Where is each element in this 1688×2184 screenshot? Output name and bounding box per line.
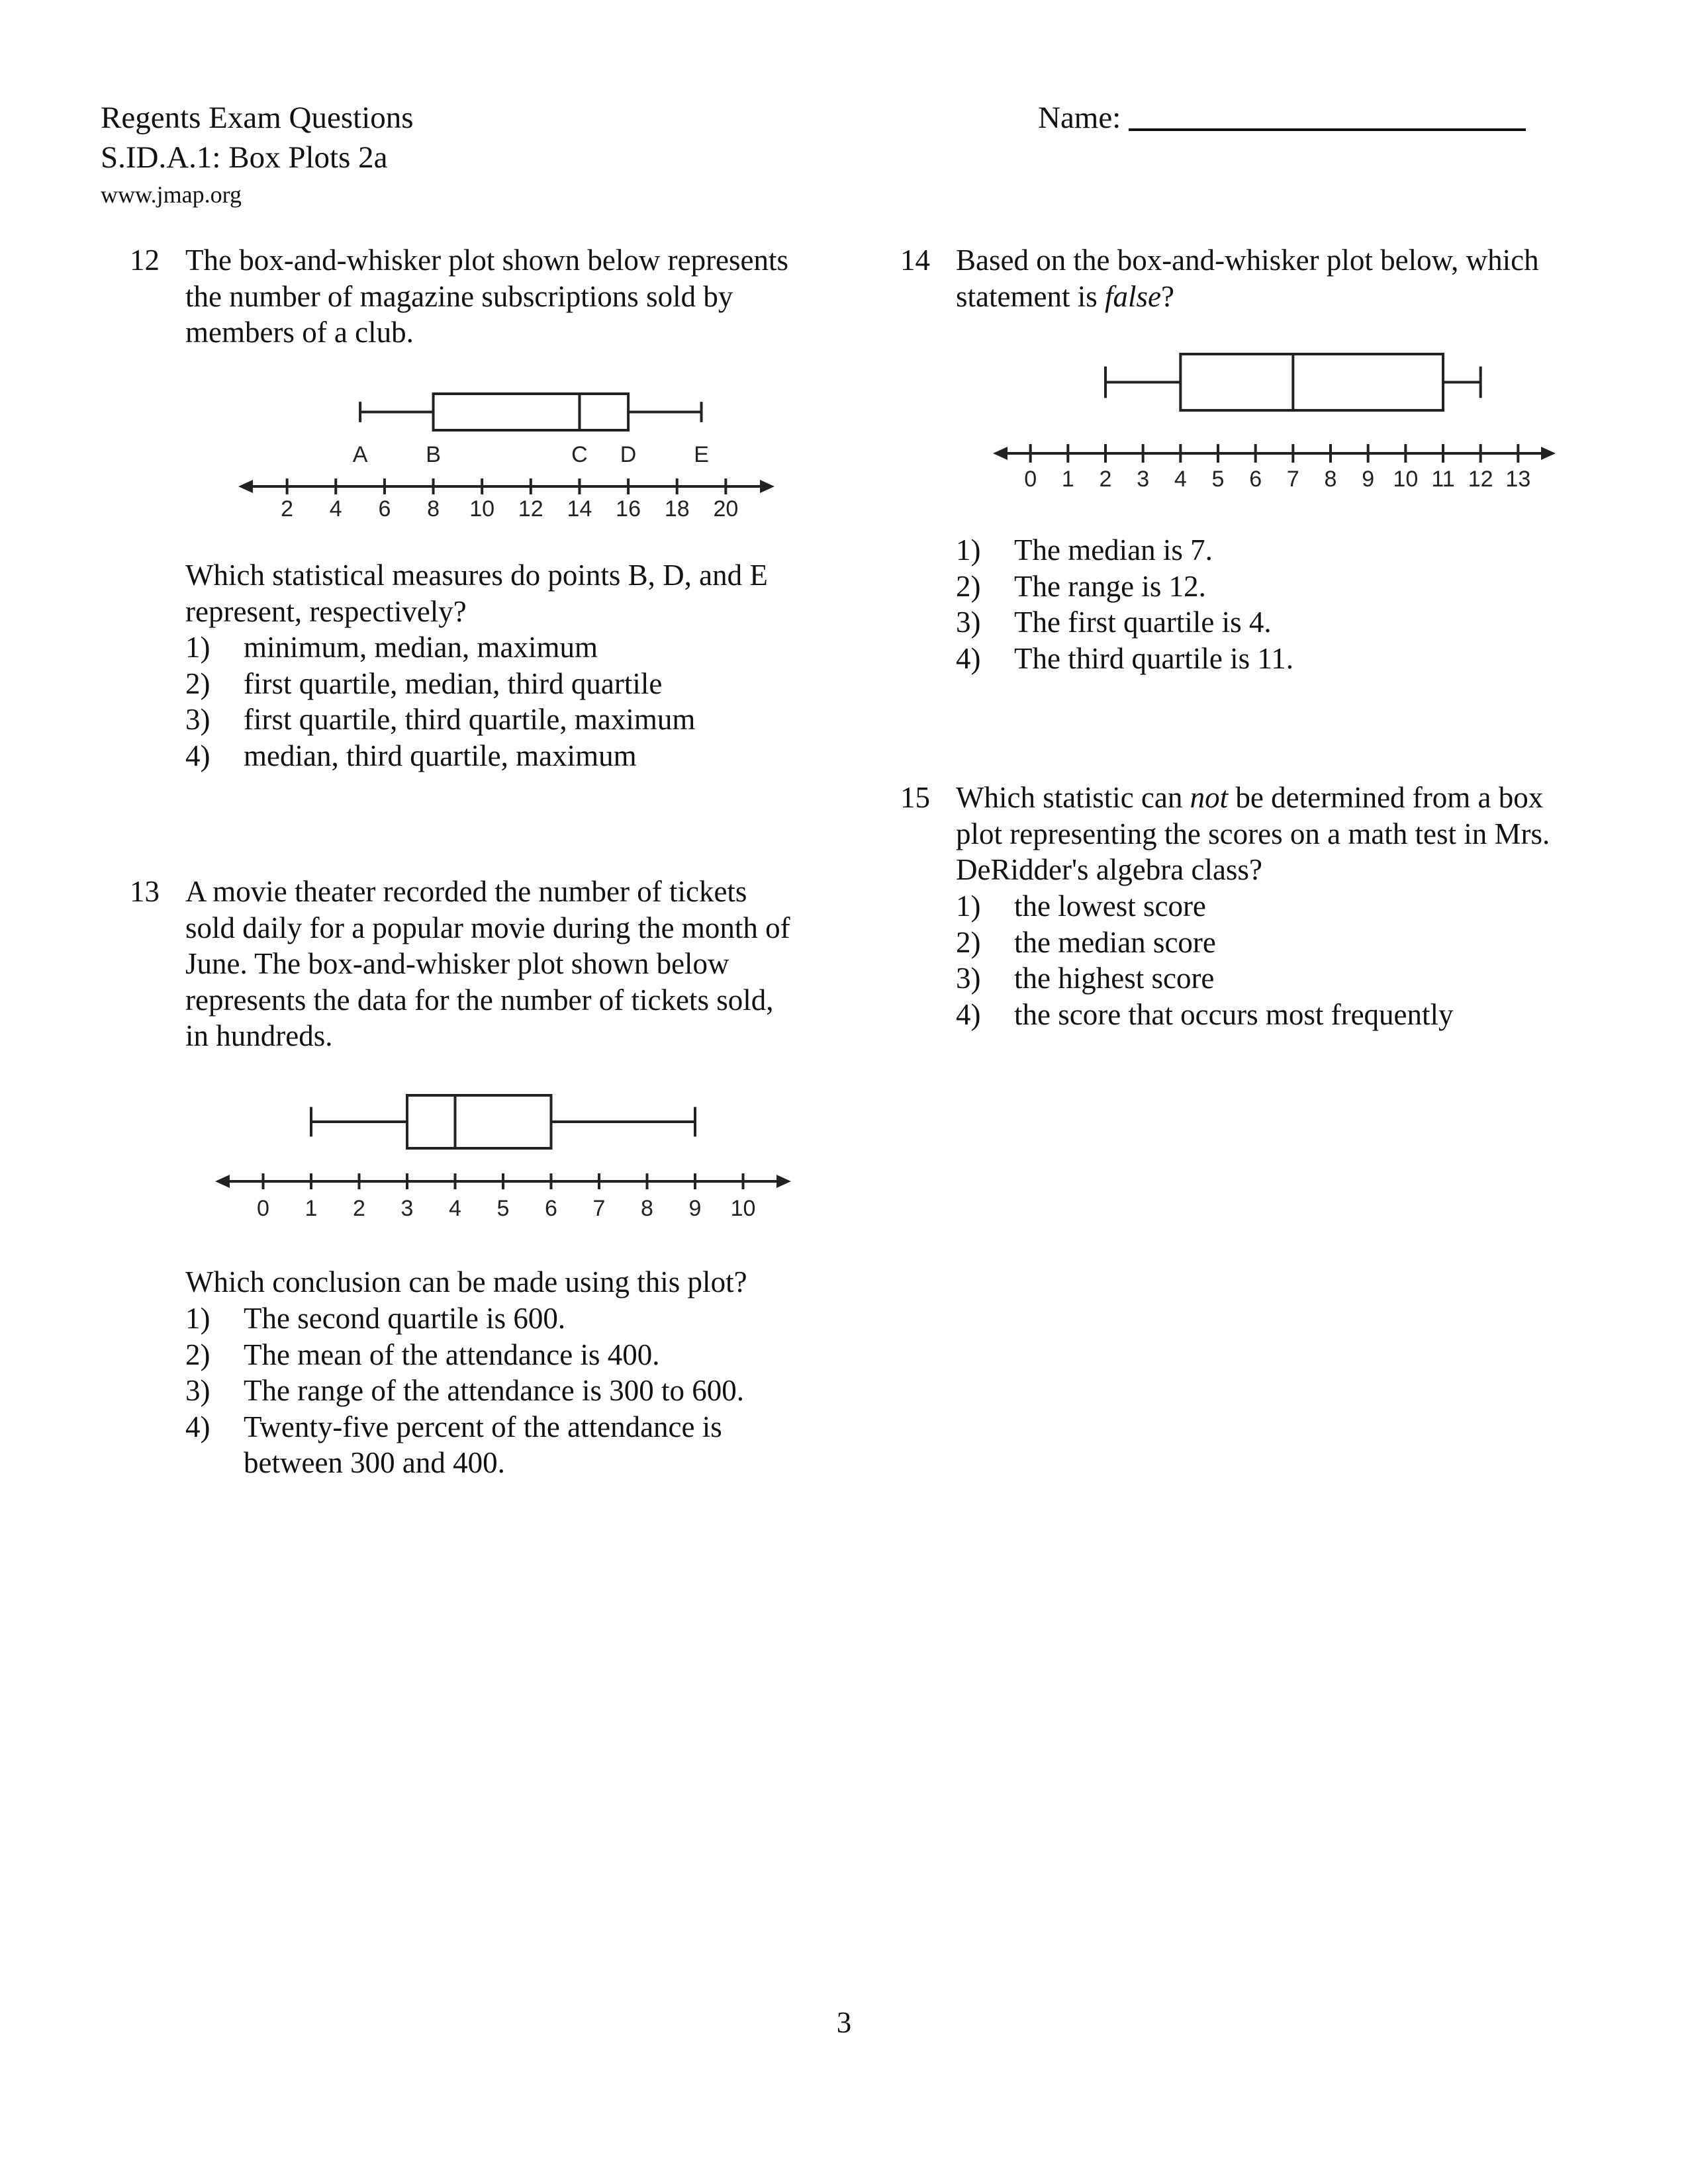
question-prompt: [185, 1264, 747, 1300]
tick-label: 2: [281, 496, 294, 522]
tick-label: 1: [1061, 467, 1074, 492]
tick-label: 10: [469, 496, 495, 522]
tick-label: 9: [688, 1196, 702, 1221]
tick-label: 6: [378, 496, 391, 522]
question-number: 14: [900, 244, 930, 277]
tick-label: 1: [305, 1196, 318, 1221]
tick-label: 8: [427, 496, 440, 522]
point-label-a: A: [352, 442, 368, 467]
stem-line: in hundreds.: [185, 1019, 333, 1052]
tick-label: 10: [730, 1196, 756, 1221]
iqr-box: [434, 394, 629, 430]
tick-label: 2: [353, 1196, 365, 1221]
stem-line: DeRidder's algebra class?: [956, 853, 1262, 886]
question-stem: [185, 242, 788, 351]
stem-line: represents the data for the number of tickets sold,: [185, 983, 774, 1017]
point-label-d: D: [620, 442, 637, 467]
question-stem: [956, 780, 1550, 888]
point-label-c: C: [571, 442, 588, 467]
point-label-b: B: [426, 442, 441, 467]
question-stem: [185, 874, 790, 1054]
box-plot-q12: [225, 384, 794, 529]
stem-line: June. The box-and-whisker plot shown below: [185, 947, 729, 980]
tick-label: 8: [641, 1196, 653, 1221]
stem-line: The box-and-whisker plot shown below represents: [185, 244, 789, 277]
box-plot-q13: [209, 1085, 804, 1238]
tick-label: 2: [1099, 467, 1112, 492]
name-field[interactable]: [1038, 98, 1526, 138]
tick-label: 4: [449, 1196, 461, 1221]
tick-label: 11: [1431, 467, 1455, 492]
left-arrow-icon: [993, 447, 1008, 460]
tick-label: 20: [713, 496, 739, 522]
stem-line: sold daily for a popular movie during the month of: [185, 911, 790, 944]
tick-label: 14: [567, 496, 592, 522]
tick-label: 0: [1024, 467, 1037, 492]
page-number: 3: [836, 2006, 852, 2039]
left-arrow-icon: [215, 1175, 230, 1188]
prompt-line: Which statistical measures do points B, D, and E: [185, 559, 768, 592]
tick-label: 13: [1505, 467, 1531, 492]
stem-line: A movie theater recorded the number of tickets: [185, 875, 747, 908]
tick-label: 6: [1249, 467, 1262, 492]
tick-label: 12: [518, 496, 543, 522]
header-block: [101, 98, 414, 212]
stem-line: members of a club.: [185, 316, 414, 349]
tick-label: 4: [1174, 467, 1187, 492]
tick-label: 6: [545, 1196, 557, 1221]
tick-label: 5: [1211, 467, 1225, 492]
question-stem: [956, 242, 1539, 314]
tick-label: 10: [1393, 467, 1419, 492]
tick-label: 16: [616, 496, 641, 522]
tick-label: 8: [1324, 467, 1337, 492]
point-label-e: E: [694, 442, 709, 467]
question-number: 12: [130, 244, 160, 277]
question-number: 13: [130, 875, 160, 908]
right-arrow-icon: [1541, 447, 1556, 460]
exam-subtitle: S.ID.A.1: Box Plots 2a: [101, 140, 388, 175]
exam-page: Regents Exam Questions S.ID.A.1: Box Plots 2a www.jmap.org Name: 12 The box-and-whisker plot shown below represents the number of magazine subscriptions sold by members of a club. Which statistical measures do points B, D, and E represent, respectively? 1) minimum, median, maximum 2) first quartile, median, third quartile 3) first quartile, third quartile, maximum 4) median, third quartile, maximum 2 4 6 8 10 12 14 16 18 20 A B C D E 13 A movie theater recorded the number of tickets sold daily for a popular movie during the month of June. The box-and-whisker plot shown below represents the data for the number of tickets sold, in hundreds. Which conclusion can be made using this plot? 1) The second quartile is 600. 2) The mean of the attendance is 400. 3) The range of the attendance is 300 to 600. 4) Twenty-five percent of the attendance is between 300 and 400. 0 1 2 3 4 5 6 7 8 9 10 14 Based on the box-and-whisker plot below, which statement is false? 1) The median is 7. 2) The range is 12. 3) The first quartile is 4. 4) The third quartile is 11. 0 1 2 3 4 5 6 7 8 9 10 11 12 13 15 Which statistic can not be determined from a box plot representing the scores on a math test in Mrs. DeRidder's algebra class? 1) the lowest score 2) the median score 3) the highest score 4) the score that occurs most frequently 3: [0, 0, 1688, 2184]
tick-label: 3: [1137, 467, 1150, 492]
tick-label: 3: [400, 1196, 414, 1221]
box-plot-q14: [986, 344, 1569, 503]
left-arrow-icon: [238, 480, 253, 493]
website-label: www.jmap.org: [101, 181, 242, 208]
name-blank-line[interactable]: [1129, 98, 1526, 131]
name-label: Name:: [1038, 101, 1121, 135]
tick-label: 7: [592, 1196, 606, 1221]
prompt-line: represent, respectively?: [185, 594, 467, 628]
iqr-box: [407, 1095, 551, 1148]
tick-label: 4: [329, 496, 342, 522]
right-arrow-icon: [776, 1175, 791, 1188]
tick-label: 0: [257, 1196, 269, 1221]
tick-label: 12: [1468, 467, 1493, 492]
right-arrow-icon: [760, 480, 774, 493]
iqr-box: [1180, 354, 1443, 410]
prompt-line: Which conclusion can be made using this plot?: [185, 1265, 747, 1298]
stem-line: Which statistic can not be determined from a box: [956, 781, 1544, 814]
exam-title: Regents Exam Questions: [101, 101, 414, 135]
tick-label: 18: [664, 496, 690, 522]
tick-label: 9: [1362, 467, 1375, 492]
tick-label: 5: [496, 1196, 510, 1221]
stem-line: Based on the box-and-whisker plot below, which: [956, 244, 1539, 277]
question-number: 15: [900, 781, 930, 814]
stem-line: statement is false?: [956, 279, 1174, 313]
tick-label: 7: [1286, 467, 1299, 492]
question-prompt: [185, 557, 768, 629]
stem-line: the number of magazine subscriptions sold by: [185, 279, 733, 313]
stem-line: plot representing the scores on a math test in Mrs.: [956, 817, 1550, 850]
